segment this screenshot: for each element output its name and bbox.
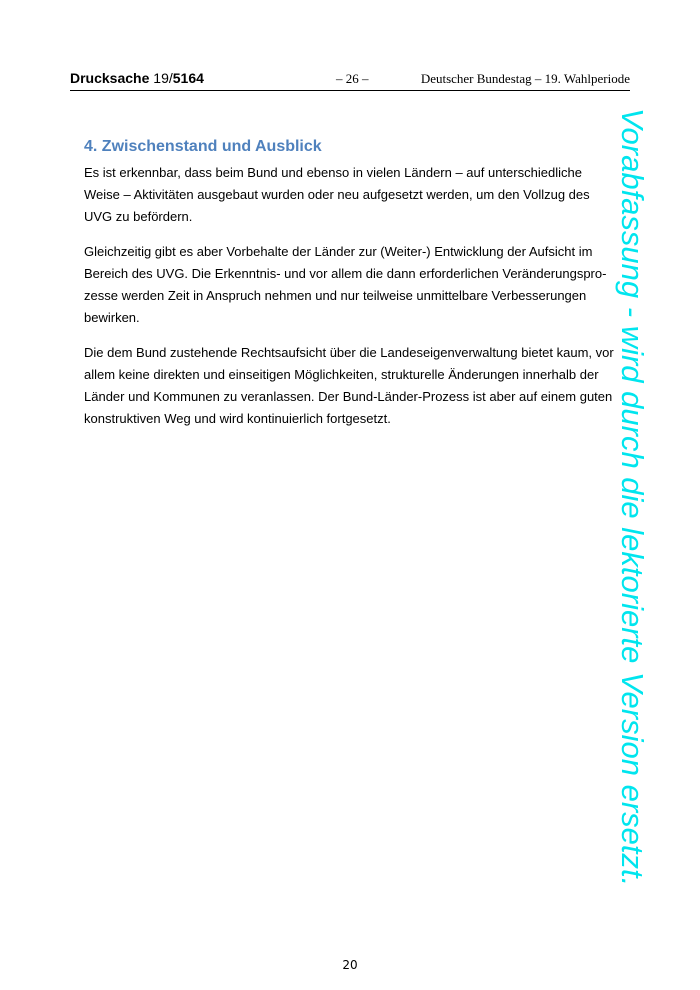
header-institution: Deutscher Bundestag – 19. Wahlperiode [420,71,630,86]
main-content [84,136,614,443]
section-heading: 4. Zwischenstand und Ausblick [84,138,322,155]
paragraph: Es ist erkennbar, dass beim Bund und ebenso in vielen Ländern – auf unterschiedliche Weise – Aktivitäten ausgebaut wurden oder neu aufgesetzt werden, um den Vollzug des UVG zu befördern. [84,165,590,224]
doc-session: 19/ [153,70,173,86]
paragraph: Die dem Bund zustehende Rechtsaufsicht über die Landeseigenverwaltung bietet kaum, vor allem keine direkten und einseitigen Möglichkeiten, strukturelle Änderungen innerhalb der Länder und Kommunen zu veranlassen. Der Bund-Länder-Prozess ist aber auf einem guten konstruktiven Weg und wird kontinuierlich fortgesetzt. [84,345,614,426]
draft-watermark: Vorabfassung - wird durch die lektorierte Version ersetzt. [615,108,650,887]
header-page-indicator: – 26 – [336,71,369,86]
document-number [70,68,204,88]
paragraph: Gleichzeitig gibt es aber Vorbehalte der Länder zur (Weiter-) Entwicklung der Aufsicht im Bereich des UVG. Die Erkenntnis- und vor allem die dann erforderlichen Veränderungspro- zesse werden Zeit in Anspruch nehmen und nur teilweise unmittelbare Verbesserungen bewirken. [84,244,607,325]
page-number: 20 [342,958,358,972]
doc-label: Drucksache [70,70,150,86]
page-header [70,68,630,91]
doc-number: 5164 [172,70,204,86]
